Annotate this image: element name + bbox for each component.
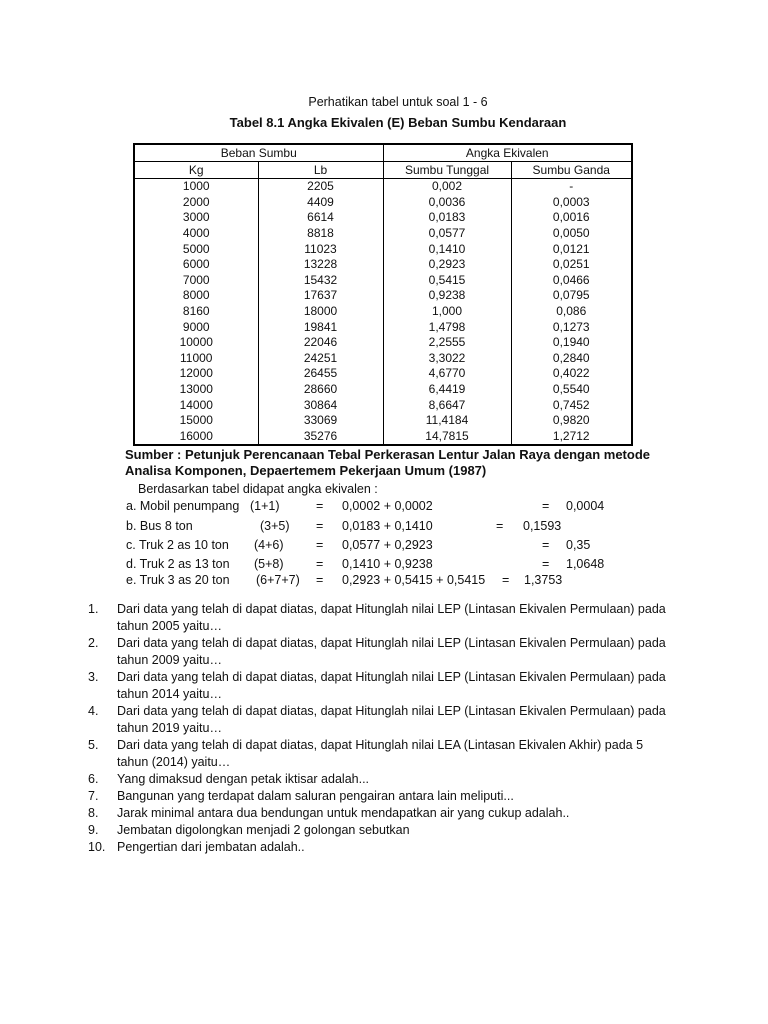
- calc-equals: =: [542, 538, 550, 552]
- table-row: [134, 273, 632, 289]
- calc-axles: (3+5): [260, 519, 290, 533]
- cell-lb: 30864: [258, 397, 383, 413]
- cell-lb: 17637: [258, 288, 383, 304]
- cell-kg: 3000: [134, 210, 258, 226]
- cell-lb: 26455: [258, 366, 383, 382]
- basis-text: Berdasarkan tabel didapat angka ekivalen :: [138, 482, 378, 496]
- calc-result: 1,0648: [566, 557, 605, 571]
- question-text: Jarak minimal antara dua bendungan untuk mendapatkan air yang cukup adalah..: [117, 806, 570, 820]
- cell-kg: 13000: [134, 382, 258, 398]
- column-header-single-axle: Sumbu Tunggal: [383, 162, 511, 179]
- table-row: [134, 210, 632, 226]
- question-number: 7.: [88, 789, 99, 803]
- table-row: [134, 288, 632, 304]
- question-number: 4.: [88, 704, 99, 718]
- source-citation: [125, 447, 650, 479]
- table-row: [134, 195, 632, 211]
- cell-kg: 15000: [134, 413, 258, 429]
- cell-lb: 11023: [258, 241, 383, 257]
- cell-tandem-axle: 0,2840: [511, 351, 632, 367]
- intro-text: Perhatikan tabel untuk soal 1 - 6: [308, 95, 488, 109]
- cell-kg: 16000: [134, 429, 258, 446]
- cell-lb: 22046: [258, 335, 383, 351]
- calc-result: 0,0004: [566, 499, 605, 513]
- cell-single-axle: 1,4798: [383, 319, 511, 335]
- calc-expression: 0,0183 + 0,1410: [342, 519, 433, 533]
- calc-label: d. Truk 2 as 13 ton: [126, 557, 230, 571]
- cell-lb: 24251: [258, 351, 383, 367]
- cell-lb: 2205: [258, 179, 383, 195]
- calc-result: 1,3753: [524, 573, 563, 587]
- cell-tandem-axle: 0,086: [511, 304, 632, 320]
- cell-kg: 10000: [134, 335, 258, 351]
- cell-single-axle: 2,2555: [383, 335, 511, 351]
- calc-equals: =: [496, 519, 504, 533]
- cell-tandem-axle: -: [511, 179, 632, 195]
- column-header-tandem-axle: Sumbu Ganda: [511, 162, 632, 179]
- cell-single-axle: 4,6770: [383, 366, 511, 382]
- source-line-1: Sumber : Petunjuk Perencanaan Tebal Perkerasan Lentur Jalan Raya dengan metode: [125, 447, 650, 462]
- question-text: Dari data yang telah di dapat diatas, dapat Hitunglah nilai LEP (Lintasan Ekivalen Permulaan) pada tahun 2014 yaitu…: [117, 670, 666, 701]
- calc-expression: 0,2923 + 0,5415 + 0,5415: [342, 573, 486, 587]
- calc-axles: (5+8): [254, 557, 284, 571]
- calc-equals: =: [502, 573, 510, 587]
- cell-lb: 19841: [258, 319, 383, 335]
- cell-single-axle: 0,0183: [383, 210, 511, 226]
- cell-single-axle: 0,2923: [383, 257, 511, 273]
- question-item: [0, 771, 768, 788]
- source-line-2: Analisa Komponen, Depaertemem Pekerjaan Umum (1987): [125, 463, 487, 478]
- cell-lb: 18000: [258, 304, 383, 320]
- calc-expression: 0,0002 + 0,0002: [342, 499, 433, 513]
- calculation-line: [126, 557, 646, 573]
- cell-tandem-axle: 0,5540: [511, 382, 632, 398]
- table-row: [134, 429, 632, 446]
- equivalent-axle-load-table: [133, 143, 633, 446]
- calc-equals: =: [542, 499, 550, 513]
- question-number: 5.: [88, 738, 99, 752]
- calc-label: c. Truk 2 as 10 ton: [126, 538, 229, 552]
- calculation-line: [126, 573, 646, 589]
- cell-kg: 4000: [134, 226, 258, 242]
- question-text: Yang dimaksud dengan petak iktisar adalah...: [117, 772, 370, 786]
- calc-expression: 0,1410 + 0,9238: [342, 557, 433, 571]
- cell-kg: 9000: [134, 319, 258, 335]
- cell-lb: 35276: [258, 429, 383, 446]
- cell-single-axle: 0,1410: [383, 241, 511, 257]
- question-text: Dari data yang telah di dapat diatas, dapat Hitunglah nilai LEP (Lintasan Ekivalen Permulaan) pada tahun 2005 yaitu…: [117, 602, 666, 633]
- cell-kg: 8000: [134, 288, 258, 304]
- question-text: Dari data yang telah di dapat diatas, dapat Hitunglah nilai LEA (Lintasan Ekivalen Akhir) pada 5 tahun (2014) yaitu…: [117, 738, 644, 769]
- cell-lb: 6614: [258, 210, 383, 226]
- calculation-line: [126, 499, 646, 515]
- cell-lb: 4409: [258, 195, 383, 211]
- table-row: [134, 397, 632, 413]
- calculation-line: [126, 519, 646, 535]
- cell-tandem-axle: 0,0795: [511, 288, 632, 304]
- calc-equals: =: [316, 557, 324, 571]
- cell-single-axle: 6,4419: [383, 382, 511, 398]
- cell-tandem-axle: 0,1940: [511, 335, 632, 351]
- question-item: [0, 635, 768, 669]
- question-item: [0, 788, 768, 805]
- question-text: Dari data yang telah di dapat diatas, dapat Hitunglah nilai LEP (Lintasan Ekivalen Permulaan) pada tahun 2019 yaitu…: [117, 704, 666, 735]
- table-row: [134, 335, 632, 351]
- table-row: [134, 179, 632, 195]
- question-item: [0, 703, 768, 737]
- calculation-line: [126, 538, 646, 554]
- question-item: [0, 737, 768, 771]
- cell-kg: 14000: [134, 397, 258, 413]
- column-header-lb: Lb: [258, 162, 383, 179]
- column-header-kg: Kg: [134, 162, 258, 179]
- calc-axles: (6+7+7): [256, 573, 300, 587]
- table-row: [134, 241, 632, 257]
- cell-tandem-axle: 0,0003: [511, 195, 632, 211]
- cell-lb: 15432: [258, 273, 383, 289]
- question-item: [0, 669, 768, 703]
- table-title: Tabel 8.1 Angka Ekivalen (E) Beban Sumbu Kendaraan: [229, 115, 567, 130]
- question-number: 10.: [88, 840, 106, 854]
- question-number: 6.: [88, 772, 99, 786]
- table-body: [134, 179, 632, 446]
- cell-tandem-axle: 0,0466: [511, 273, 632, 289]
- table-row: [134, 226, 632, 242]
- question-number: 9.: [88, 823, 99, 837]
- question-item: [0, 601, 768, 635]
- calc-axles: (1+1): [250, 499, 280, 513]
- calc-equals: =: [316, 573, 324, 587]
- cell-lb: 13228: [258, 257, 383, 273]
- cell-single-axle: 0,002: [383, 179, 511, 195]
- question-item: [0, 839, 768, 856]
- cell-tandem-axle: 0,0121: [511, 241, 632, 257]
- cell-tandem-axle: 0,4022: [511, 366, 632, 382]
- cell-kg: 2000: [134, 195, 258, 211]
- cell-kg: 8160: [134, 304, 258, 320]
- calc-label: b. Bus 8 ton: [126, 519, 193, 533]
- cell-kg: 5000: [134, 241, 258, 257]
- cell-kg: 6000: [134, 257, 258, 273]
- cell-single-axle: 1,000: [383, 304, 511, 320]
- table-row: [134, 257, 632, 273]
- table-row: [134, 366, 632, 382]
- calc-axles: (4+6): [254, 538, 284, 552]
- cell-lb: 28660: [258, 382, 383, 398]
- group-header-axle-load: Beban Sumbu: [134, 144, 383, 162]
- calc-label: a. Mobil penumpang: [126, 499, 240, 513]
- calc-equals: =: [316, 519, 324, 533]
- question-number: 2.: [88, 636, 99, 650]
- cell-single-axle: 0,9238: [383, 288, 511, 304]
- table-row: [134, 413, 632, 429]
- cell-kg: 11000: [134, 351, 258, 367]
- cell-single-axle: 3,3022: [383, 351, 511, 367]
- cell-single-axle: 8,6647: [383, 397, 511, 413]
- question-number: 1.: [88, 602, 99, 616]
- cell-tandem-axle: 0,1273: [511, 319, 632, 335]
- cell-single-axle: 0,0577: [383, 226, 511, 242]
- calc-equals: =: [316, 538, 324, 552]
- question-number: 8.: [88, 806, 99, 820]
- question-text: Dari data yang telah di dapat diatas, dapat Hitunglah nilai LEP (Lintasan Ekivalen Permulaan) pada tahun 2009 yaitu…: [117, 636, 666, 667]
- cell-single-axle: 0,0036: [383, 195, 511, 211]
- table-row: [134, 319, 632, 335]
- question-text: Jembatan digolongkan menjadi 2 golongan sebutkan: [117, 823, 410, 837]
- table-row: [134, 351, 632, 367]
- cell-tandem-axle: 1,2712: [511, 429, 632, 446]
- cell-single-axle: 14,7815: [383, 429, 511, 446]
- question-item: [0, 805, 768, 822]
- cell-tandem-axle: 0,9820: [511, 413, 632, 429]
- cell-tandem-axle: 0,0050: [511, 226, 632, 242]
- question-number: 3.: [88, 670, 99, 684]
- calc-equals: =: [316, 499, 324, 513]
- cell-tandem-axle: 0,0251: [511, 257, 632, 273]
- calc-label: e. Truk 3 as 20 ton: [126, 573, 230, 587]
- table-row: [134, 304, 632, 320]
- cell-tandem-axle: 0,0016: [511, 210, 632, 226]
- cell-single-axle: 0,5415: [383, 273, 511, 289]
- cell-tandem-axle: 0,7452: [511, 397, 632, 413]
- question-text: Pengertian dari jembatan adalah..: [117, 840, 305, 854]
- cell-kg: 7000: [134, 273, 258, 289]
- question-item: [0, 822, 768, 839]
- cell-kg: 12000: [134, 366, 258, 382]
- group-header-equivalent-number: Angka Ekivalen: [383, 144, 632, 162]
- table-row: [134, 382, 632, 398]
- cell-lb: 8818: [258, 226, 383, 242]
- cell-kg: 1000: [134, 179, 258, 195]
- question-text: Bangunan yang terdapat dalam saluran pengairan antara lain meliputi...: [117, 789, 514, 803]
- calc-result: 0,1593: [523, 519, 562, 533]
- question-list: [0, 601, 768, 856]
- calc-result: 0,35: [566, 538, 591, 552]
- cell-single-axle: 11,4184: [383, 413, 511, 429]
- calc-expression: 0,0577 + 0,2923: [342, 538, 433, 552]
- cell-lb: 33069: [258, 413, 383, 429]
- calc-equals: =: [542, 557, 550, 571]
